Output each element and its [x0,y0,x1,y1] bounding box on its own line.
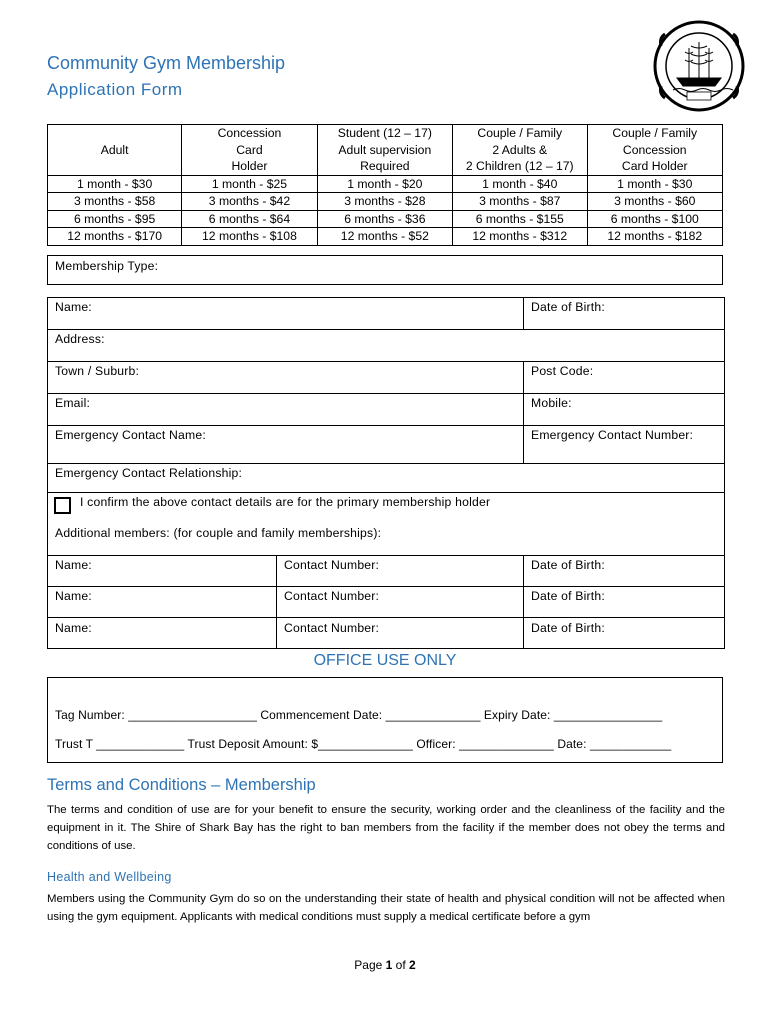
col-divider [523,555,524,649]
price-cell: 3 months - $58 [48,193,182,211]
price-row-12-months [48,228,723,246]
membership-type-label: Membership Type: [55,259,159,273]
row-divider [47,425,725,426]
row-divider [47,617,725,618]
office-line-tag[interactable]: Tag Number: ___________________ Commencement Date: ______________ Expiry Date: ________________ [55,708,663,722]
post-code-field[interactable]: Post Code: [531,364,594,378]
header-line: Concession [217,126,282,140]
member-3-name-field[interactable]: Name: [55,621,92,635]
health-paragraph: Members using the Community Gym do so on the understanding their state of health and physical condition will not be affected when using the gym equipment. Applicants with medical conditions must supply a medical certificate before a gym [47,893,725,923]
header-line: Adult [100,142,129,157]
header-line: 2 Adults & [492,142,548,157]
footer-of: of [392,958,410,972]
header-couple-family-concession [587,125,722,176]
member-1-name-field[interactable]: Name: [55,558,92,572]
confirm-checkbox[interactable] [54,497,71,514]
email-field[interactable]: Email: [55,396,91,410]
price-cell: 6 months - $100 [587,210,722,228]
member-2-contact-field[interactable]: Contact Number: [284,589,380,603]
header-line: Card Holder [621,159,688,173]
price-cell: 1 month - $40 [453,175,588,193]
header-line: Card [236,142,263,157]
price-cell: 6 months - $95 [48,210,182,228]
emergency-contact-name-field[interactable]: Emergency Contact Name: [55,428,206,442]
town-suburb-field[interactable]: Town / Suburb: [55,364,140,378]
header-student [317,125,452,176]
office-use-heading: OFFICE USE ONLY [313,652,457,669]
price-cell: 12 months - $312 [453,228,588,246]
row-divider [47,555,725,556]
member-2-name-field[interactable]: Name: [55,589,92,603]
address-field[interactable]: Address: [55,332,105,346]
shire-seal-logo [651,16,747,116]
price-cell: 6 months - $64 [182,210,317,228]
terms-heading: Terms and Conditions – Membership [47,776,316,794]
price-row-3-months [48,193,723,211]
header-line: Required [360,159,410,173]
member-1-dob-field[interactable]: Date of Birth: [531,558,605,572]
price-cell: 6 months - $155 [453,210,588,228]
date-of-birth-field[interactable]: Date of Birth: [531,300,605,314]
price-cell: 3 months - $60 [587,193,722,211]
confirm-label: I confirm the above contact details are for the primary membership holder [80,495,491,509]
price-cell: 12 months - $108 [182,228,317,246]
price-cell: 12 months - $170 [48,228,182,246]
office-line-trust[interactable]: Trust T _____________ Trust Deposit Amount: $______________ Officer: ______________ Date: ____________ [55,737,672,751]
price-table [47,124,723,246]
current-page: 1 [385,958,393,972]
total-pages: 2 [409,958,416,972]
page-title: Community Gym Membership [47,53,286,73]
additional-members-label: Additional members: (for couple and family memberships): [55,526,382,540]
price-cell: 3 months - $28 [317,193,452,211]
price-cell: 3 months - $42 [182,193,317,211]
mobile-field[interactable]: Mobile: [531,396,572,410]
header-line: Couple / Family [612,126,698,140]
row-divider [47,463,725,464]
health-heading: Health and Wellbeing [47,870,172,884]
page-subtitle: Application Form [47,80,183,99]
price-row-6-months [48,210,723,228]
header-adult [48,125,182,176]
col-divider [276,555,277,649]
header-line: Couple / Family [477,126,563,140]
header-line: Concession [622,142,687,157]
header-concession [182,125,317,176]
price-row-1-month [48,175,723,193]
row-divider [47,361,725,362]
row-divider [47,393,725,394]
price-cell: 1 month - $30 [587,175,722,193]
emergency-contact-relationship-field[interactable]: Emergency Contact Relationship: [55,466,243,480]
row-divider [47,586,725,587]
member-3-dob-field[interactable]: Date of Birth: [531,621,605,635]
price-cell: 1 month - $30 [48,175,182,193]
terms-paragraph: The terms and condition of use are for your benefit to ensure the security, working order and the cleanliness of the facility and the equipment in it. The Shire of Shark Bay has the right to ban members from the facility if the member does not obey the terms and conditions of use. [47,804,725,852]
member-1-contact-field[interactable]: Contact Number: [284,558,380,572]
row-divider [47,329,725,330]
col-divider [523,297,524,329]
row-divider [47,492,725,493]
price-cell: 6 months - $36 [317,210,452,228]
member-3-contact-field[interactable]: Contact Number: [284,621,380,635]
header-line: Holder [231,159,268,173]
col-divider [523,361,524,463]
price-table-header-row [48,125,723,176]
price-cell: 3 months - $87 [453,193,588,211]
header-line: Adult supervision [338,142,432,157]
page-footer [0,958,770,972]
emergency-contact-number-field[interactable]: Emergency Contact Number: [531,428,694,442]
name-field[interactable]: Name: [55,300,92,314]
price-cell: 1 month - $20 [317,175,452,193]
header-couple-family [453,125,588,176]
price-cell: 12 months - $182 [587,228,722,246]
price-cell: 1 month - $25 [182,175,317,193]
header-line: 2 Children (12 – 17) [465,159,574,173]
header-line: Student (12 – 17) [337,126,432,140]
price-cell: 12 months - $52 [317,228,452,246]
member-2-dob-field[interactable]: Date of Birth: [531,589,605,603]
footer-prefix: Page [354,958,386,972]
